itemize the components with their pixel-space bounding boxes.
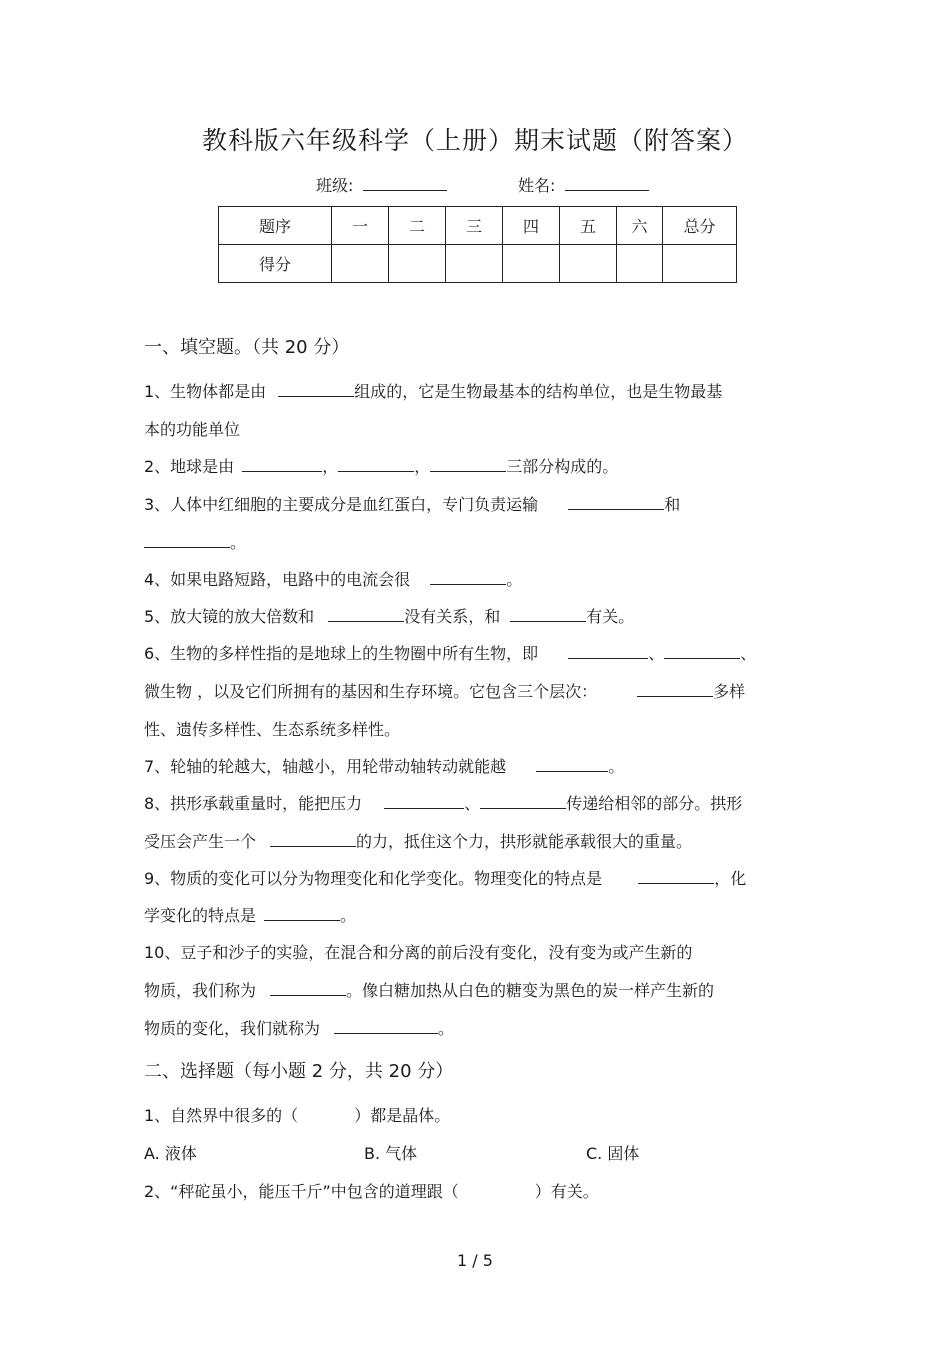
exam-title: 教科版六年级科学（上册）期末试题（附答案） [201,126,748,155]
table-cell: 一 [332,207,389,245]
score-input-cell[interactable] [446,245,503,283]
question-line [144,1016,454,1039]
answer-blank[interactable] [510,609,586,622]
question-text: 。 [506,570,523,589]
table-cell: 五 [560,207,617,245]
question-text: 组成的，它是生物最基本的结构单位，也是生物最基 [354,382,723,401]
question-text: 学变化的特点是 [144,906,257,925]
question-text: 没有关系，和 [404,607,501,626]
question-text: 性、遗传多样性、生态系统多样性。 [144,720,401,739]
question-line [144,492,680,515]
question-text: 4、如果电路短路，电路中的电流会很 [144,570,411,589]
answer-blank[interactable] [568,497,664,510]
question-line [144,604,634,627]
answer-blank[interactable] [242,459,322,472]
question-text: 。 [438,1019,455,1038]
question-line [144,829,692,852]
question-text: 物质，我们称为 [144,981,257,1000]
question-line [144,567,522,590]
score-input-cell[interactable] [503,245,560,283]
table-cell: 总分 [663,207,737,245]
question-line [144,717,400,740]
question-text: 和 [664,495,681,514]
score-table-header-row [219,207,737,245]
answer-blank[interactable] [270,834,356,847]
question-line [144,641,756,664]
question-text: 多样 [713,682,746,701]
answer-blank[interactable] [338,459,414,472]
question-text: 2、“秤砣虽小，能压千斤”中包含的道理跟（ [144,1182,459,1201]
question-text: ）都是晶体。 [354,1106,451,1125]
question-text: 。 [608,757,625,776]
question-text: 1、生物体都是由 [144,382,267,401]
name-field [518,173,649,196]
question-text: 1、自然界中很多的（ [144,1106,299,1125]
question-line [144,679,745,702]
option-a[interactable]: A. 液体 [144,1144,197,1163]
question-line [144,791,742,814]
question-text: 3、人体中红细胞的主要成分是血红蛋白，专门负责运输 [144,495,539,514]
answer-blank[interactable] [328,609,404,622]
question-text: 8、拱形承载重量时，能把压力 [144,794,363,813]
answer-blank[interactable] [664,646,740,659]
question-text: 5、放大镜的放大倍数和 [144,607,315,626]
question-text: ）有关。 [534,1182,599,1201]
question-text: 本的功能单位 [144,420,241,439]
class-blank[interactable] [363,176,447,191]
question-text: ，化 [714,869,747,888]
question-text: 。像白糖加热从白色的糖变为黑色的炭一样产生新的 [346,981,715,1000]
answer-blank[interactable] [430,572,506,585]
table-cell: 题序 [219,207,332,245]
question-text: 受压会产生一个 [144,832,257,851]
name-blank[interactable] [565,176,649,191]
answer-blank[interactable] [637,684,713,697]
answer-blank[interactable] [384,796,464,809]
option-c[interactable]: C. 固体 [586,1144,640,1163]
question-line [144,903,356,926]
question-text: 物质的变化，我们就称为 [144,1019,321,1038]
score-input-cell[interactable] [560,245,617,283]
question-text: 。 [340,906,357,925]
question-line [144,379,722,402]
answer-blank[interactable] [536,759,608,772]
score-input-cell[interactable] [389,245,446,283]
question-line [144,754,624,777]
table-cell: 六 [617,207,663,245]
question-line [144,417,240,440]
question-text: 2、地球是由 [144,457,235,476]
table-cell: 得分 [219,245,332,283]
table-cell: 二 [389,207,446,245]
answer-blank[interactable] [144,535,230,548]
score-input-cell[interactable] [617,245,663,283]
section-heading: 二、选择题（每小题 2 分，共 20 分） [144,1061,454,1082]
table-cell: 三 [446,207,503,245]
option-b[interactable]: B. 气体 [364,1144,418,1163]
class-label: 班级: [316,176,354,195]
question-line [144,866,746,889]
question-text: 有关。 [586,607,635,626]
question-line [144,940,692,963]
question-line [144,978,714,1001]
question-text: 三部分构成的。 [506,457,619,476]
question-text: 的力，抵住这个力，拱形就能承载很大的重量。 [356,832,693,851]
question-text: 、 [740,644,757,663]
table-cell: 四 [503,207,560,245]
name-label: 姓名: [518,176,556,195]
score-table [218,206,737,283]
answer-blank[interactable] [264,908,340,921]
score-input-cell[interactable] [332,245,389,283]
question-text: 10、豆子和沙子的实验，在混合和分离的前后没有变化，没有变为或产生新的 [144,943,693,962]
page-number: 1 / 5 [457,1251,493,1270]
section-heading: 一、填空题。（共 20 分） [144,337,350,358]
question-line [144,1179,599,1202]
question-line [144,454,618,477]
answer-blank[interactable] [270,983,346,996]
question-text: 9、物质的变化可以分为物理变化和化学变化。物理变化的特点是 [144,869,603,888]
question-text: ， [414,457,431,476]
question-text: 7、轮轴的轮越大，轴越小，用轮带动轴转动就能越 [144,757,507,776]
question-text: 6、生物的多样性指的是地球上的生物圈中所有生物，即 [144,644,539,663]
question-text: 微生物 ，以及它们所拥有的基因和生存环境。它包含三个层次： [144,682,598,701]
answer-blank[interactable] [430,459,506,472]
question-text: 、 [464,794,481,813]
score-input-cell[interactable] [663,245,737,283]
question-text: 、 [648,644,665,663]
question-text: 传递给相邻的部分。拱形 [566,794,743,813]
question-line [144,1103,450,1126]
class-field [316,173,447,196]
answer-blank[interactable] [480,796,566,809]
answer-blank[interactable] [638,871,714,884]
question-text: ， [322,457,339,476]
answer-blank[interactable] [278,384,354,397]
question-line [144,530,246,553]
score-table-score-row [219,245,737,283]
answer-blank[interactable] [334,1021,438,1034]
answer-blank[interactable] [568,646,648,659]
question-text: 。 [230,533,247,552]
